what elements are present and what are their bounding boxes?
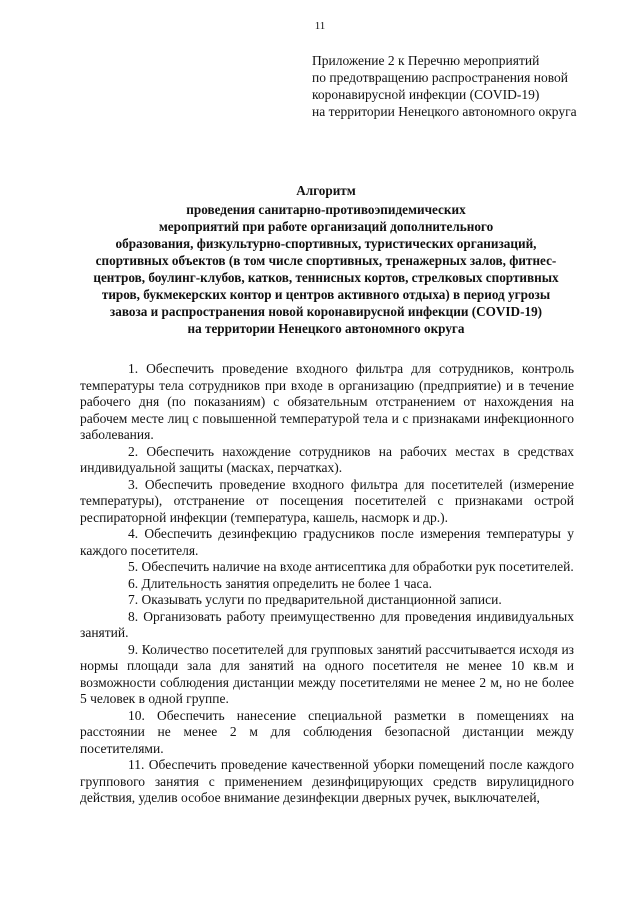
title-line: на территории Ненецкого автономного округа [187, 321, 465, 336]
title-line: проведения санитарно-противоэпидемических [186, 202, 466, 217]
list-item: 7. Оказывать услуги по предварительной дистанционной записи. [128, 592, 502, 607]
page-number: 11 [314, 20, 326, 32]
list-item: 4. Обеспечить дезинфекцию градусников после измерения температуры у каждого посетителя. [80, 526, 574, 558]
appendix-line: Приложение 2 к Перечню мероприятий [312, 53, 540, 68]
list-item: 1. Обеспечить проведение входного фильтра для сотрудников, контроль температуры тела сотрудников при входе в организацию (предприятие) и в течение рабочего дня (по показаниям) с обязательным отстранением от нахождения на рабочем месте лиц с повышенной температурой тела и с признаками инфекционного заболевания. [80, 361, 574, 442]
title-line: спортивных объектов (в том числе спортивных, тренажерных залов, фитнес- [95, 253, 557, 268]
list-item: 2. Обеспечить нахождение сотрудников на рабочих местах в средствах индивидуальной защиты (масках, перчатках). [80, 443, 574, 475]
title-line: завоза и распространения новой коронавирусной инфекции (COVID-19) [109, 304, 543, 319]
title-line: мероприятий при работе организаций дополнительного [158, 219, 494, 234]
measures-list [80, 361, 574, 807]
list-item: 11. Обеспечить проведение качественной уборки помещений после каждого группового занятия с применением дезинфицирующих средств вирулицидного действия, уделив особое внимание дезинфекции дверных ручек, выключателей, [80, 757, 574, 805]
document-title [80, 182, 572, 337]
list-item: 3. Обеспечить проведение входного фильтра для посетителей (измерение температуры), отстранение от посещения посетителей с признаками острой респираторной инфекции (температура, кашель, насморк и др.). [80, 476, 574, 525]
list-item: 10. Обеспечить нанесение специальной разметки в помещениях на расстоянии не менее 2 м для соблюдения безопасной дистанции между посетителями. [80, 707, 574, 756]
appendix-line: на территории Ненецкого автономного округа [312, 104, 577, 119]
list-item: 6. Длительность занятия определить не более 1 часа. [128, 575, 433, 591]
title-line: тиров, букмекерских контор и центров активного отдыха) в период угрозы [101, 287, 551, 302]
list-item: 5. Обеспечить наличие на входе антисептика для обработки рук посетителей. [128, 559, 574, 574]
list-item: 8. Организовать работу преимущественно для проведения индивидуальных занятий. [80, 608, 574, 640]
list-item: 9. Количество посетителей для групповых занятий рассчитывается исходя из нормы площади зала для занятий на одного посетителя не менее 10 кв.м и возможности соблюдения дистанции между посетителями не менее 2 м, но не более 5 человек в одной группе. [80, 641, 574, 706]
title-heading: Алгоритм [296, 183, 356, 198]
title-line: центров, боулинг-клубов, катков, теннисных кортов, стрелковых спортивных [93, 270, 559, 285]
appendix-line: коронавирусной инфекции (COVID-19) [312, 87, 540, 102]
title-line: образования, физкультурно-спортивных, туристических организаций, [115, 236, 537, 251]
appendix-header [312, 52, 632, 120]
appendix-line: по предотвращению распространения новой [312, 70, 568, 85]
